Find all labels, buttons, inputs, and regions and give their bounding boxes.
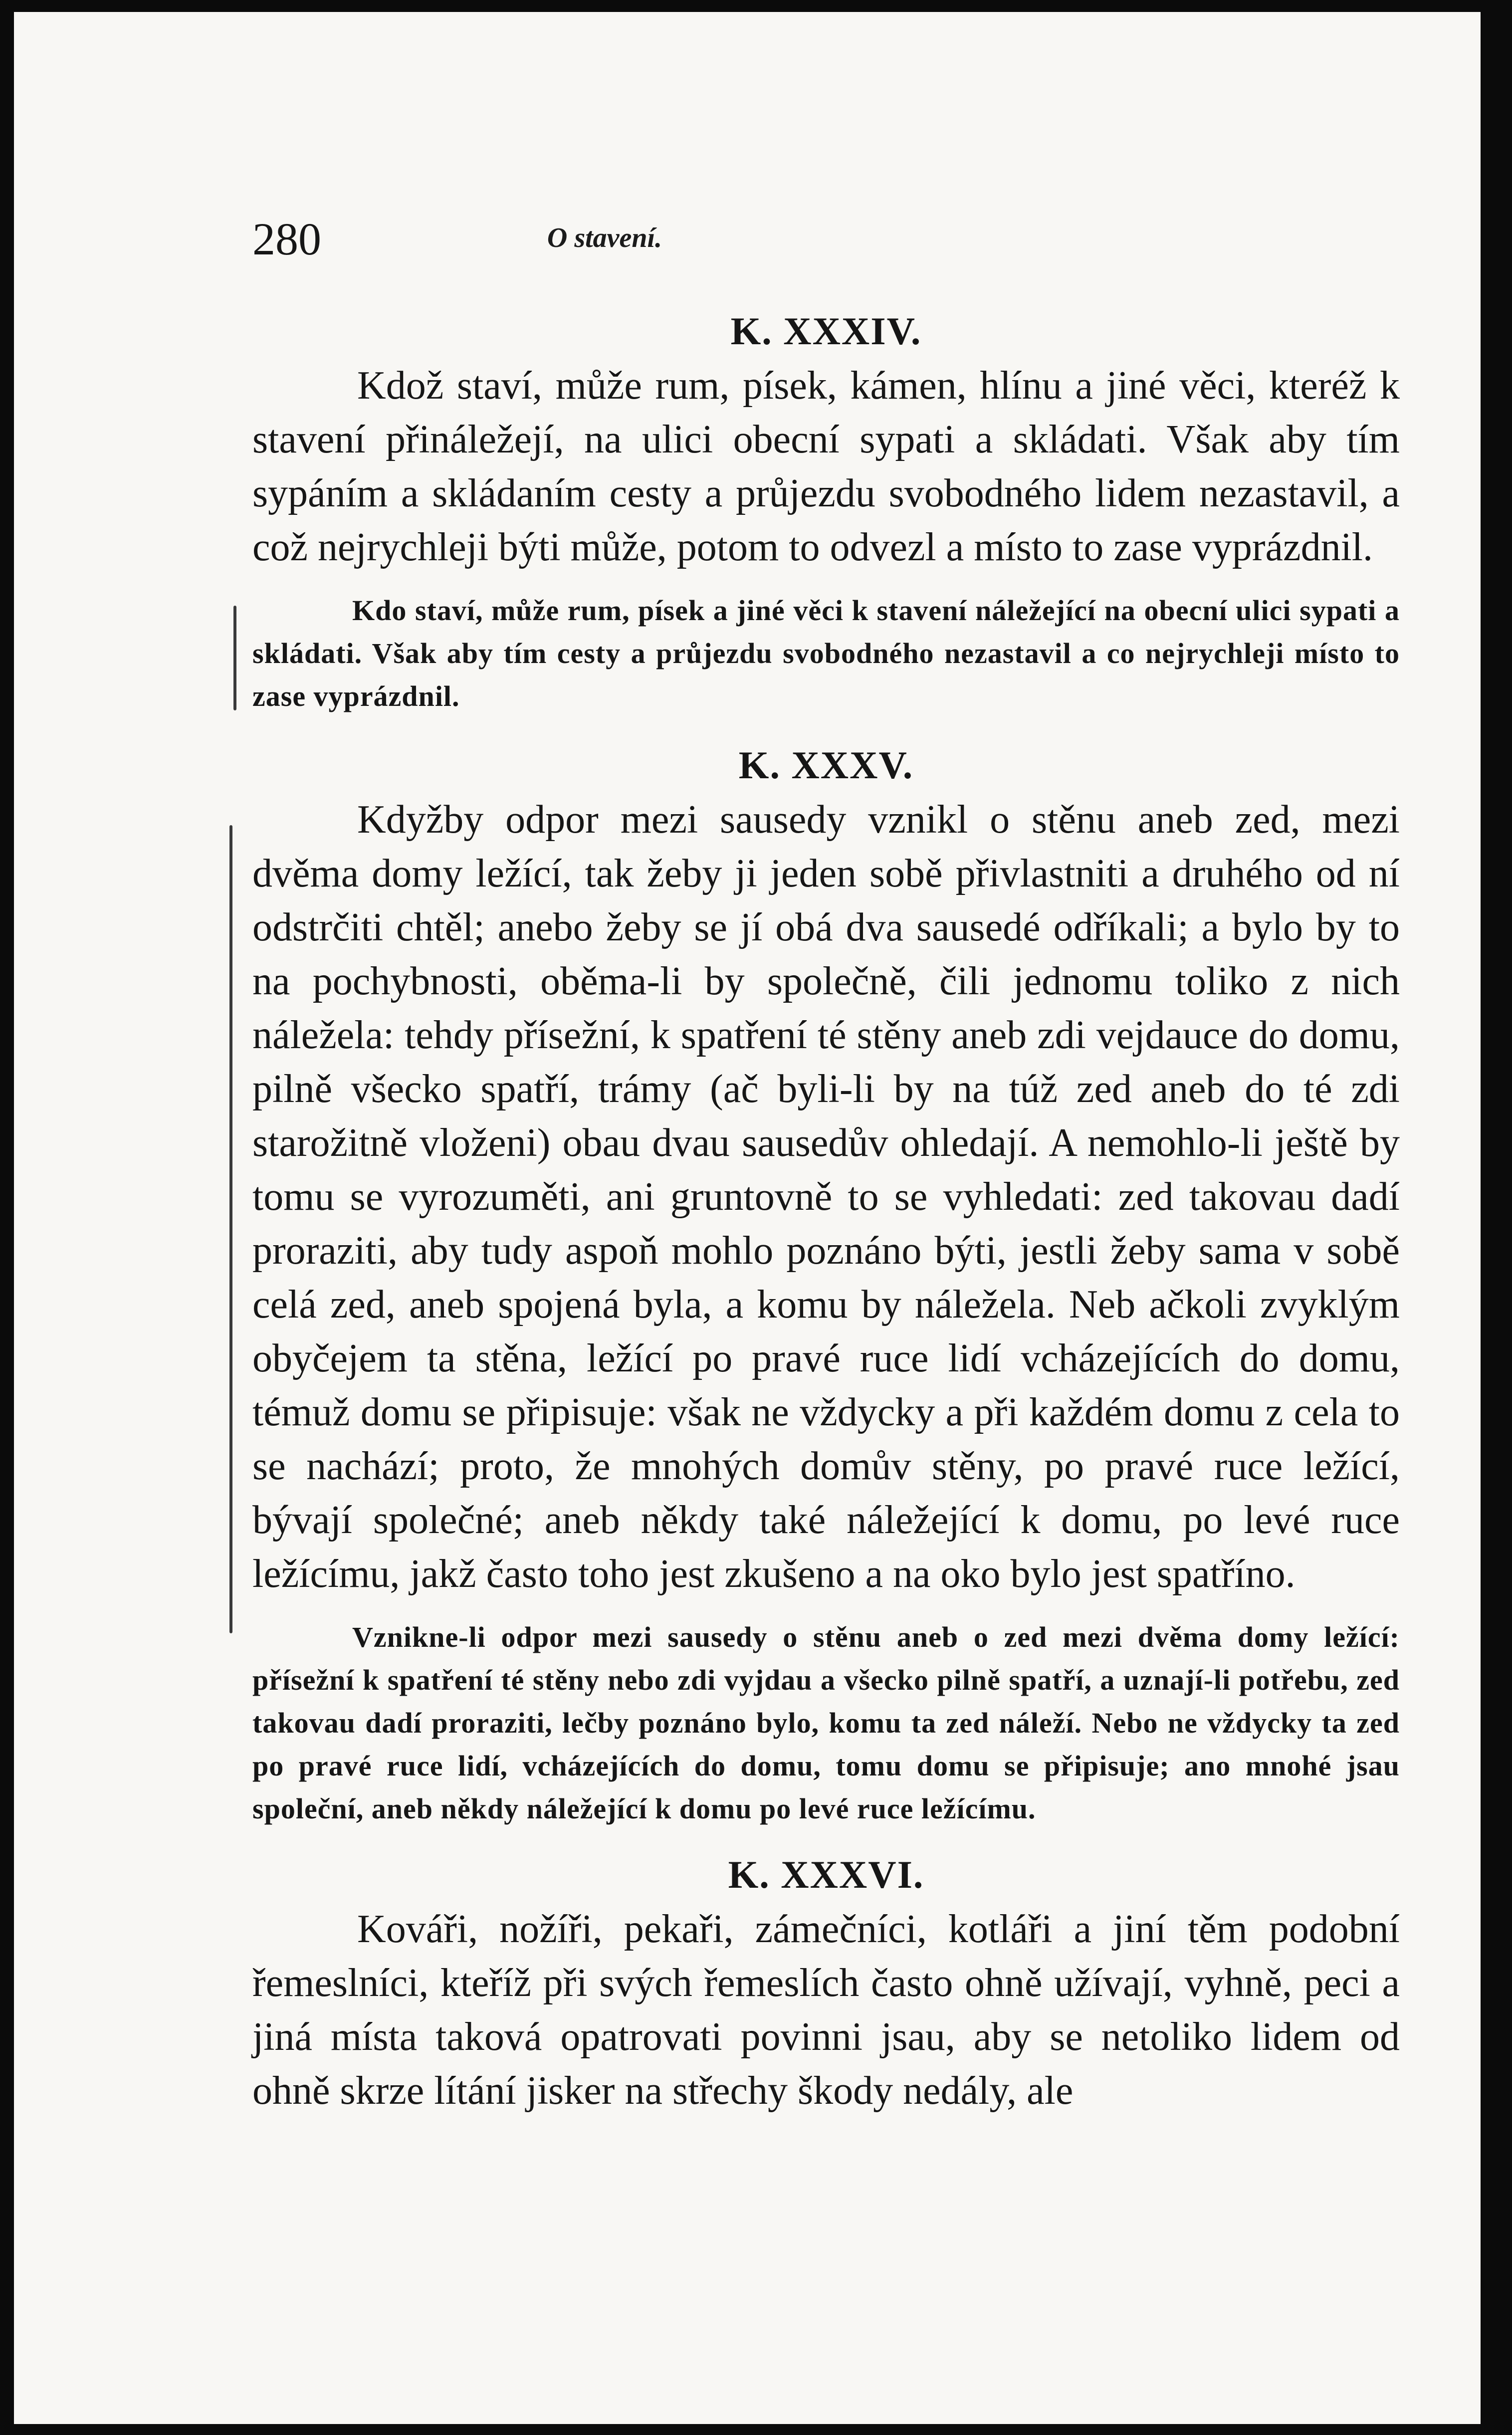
section-35 [252, 738, 1400, 1830]
page-number: 280 [252, 214, 321, 264]
section-heading: K. XXXV. [738, 743, 914, 787]
law-text: Kdož staví, může rum, písek, kámen, hlínu a jiné věci, kteréž k stavení přináležejí, na ulici obecní sypati a skládati. Však aby tím sypáním a skládaním cesty a průjezdu svobodného lidem nezastavil, a což nejrychleji býti může, potom to odvezl a místo to zase vyprázdnil. [252, 364, 1400, 569]
margin-pencil-mark [233, 606, 236, 710]
section-heading: K. XXXIV. [730, 309, 922, 353]
section-heading: K. XXXVI. [728, 1853, 924, 1896]
summary-text: Vznikne-li odpor mezi sausedy o stěnu aneb o zed mezi dvěma domy ležící: přísežní k spatření té stěny nebo zdi vyjdau a všecko pilně spatří, a uznají-li potřebu, zed takovau dadí proraziti, lečby poznáno bylo, komu ta zed náleží. Nebo ne vždycky ta zed po pravé ruce lidí, vcházejících do domu, tomu domu se připisuje; ano mnohé jsau společní, aneb někdy náležející k domu po levé ruce ležícímu. [252, 1621, 1400, 1825]
section-36 [252, 1847, 1400, 2118]
book-page [14, 12, 1481, 2424]
section-34 [252, 304, 1400, 718]
summary-text: Kdo staví, může rum, písek a jiné věci k stavení náležející na obecní ulici sypati a skládati. Však aby tím cesty a průjezdu svobodného nezastavil a co nejrychleji místo to zase vyprázdnil. [252, 594, 1400, 712]
running-title: O stavení. [547, 222, 662, 253]
margin-pencil-mark [229, 825, 232, 1633]
law-text: Kováři, nožíři, pekaři, zámečníci, kotláři a jiní těm podobní řemeslníci, kteříž při svých řemeslích často ohně užívají, vyhně, peci a jiná místa taková opatrovati povinni jsau, aby se netoliko lidem od ohně skrze lítání jisker na střechy škody nedály, ale [252, 1907, 1400, 2113]
law-text: Kdyžby odpor mezi sausedy vznikl o stěnu aneb zed, mezi dvěma domy ležící, tak žeby ji jeden sobě přivlastniti a druhého od ní odstrčiti chtěl; anebo žeby se jí obá dva sausedé odříkali; a bylo by to na pochybnosti, oběma-li by společně, čili jednomu toliko z nich náležela: tehdy přísežní, k spatření té stěny aneb zdi vejdauce do domu, pilně všecko spatří, trámy (ač byli-li by na túž zed aneb do té zdi starožitně vloženi) obau dvau sausedův ohledají. A nemohlo-li ještě by tomu se vyrozuměti, ani gruntovně to se vyhledati: zed takovau dadí proraziti, aby tudy aspoň mohlo poznáno býti, jestli žeby sama v sobě celá zed, aneb spojená byla, a komu by náležela. Neb ačkoli zvyklým obyčejem ta stěna, ležící po pravé ruce lidí vcházejících do domu, témuž domu se připisuje: však ne vždycky a při každém domu z cela to se nachází; proto, že mnohých domův stěny, po pravé ruce ležící, bývají společné; aneb někdy také náležející k domu, po levé ruce ležícímu, jakž často toho jest zkušeno a na oko bylo jest spatříno. [252, 798, 1400, 1596]
page-header [252, 212, 957, 271]
page-body [252, 304, 1400, 2118]
